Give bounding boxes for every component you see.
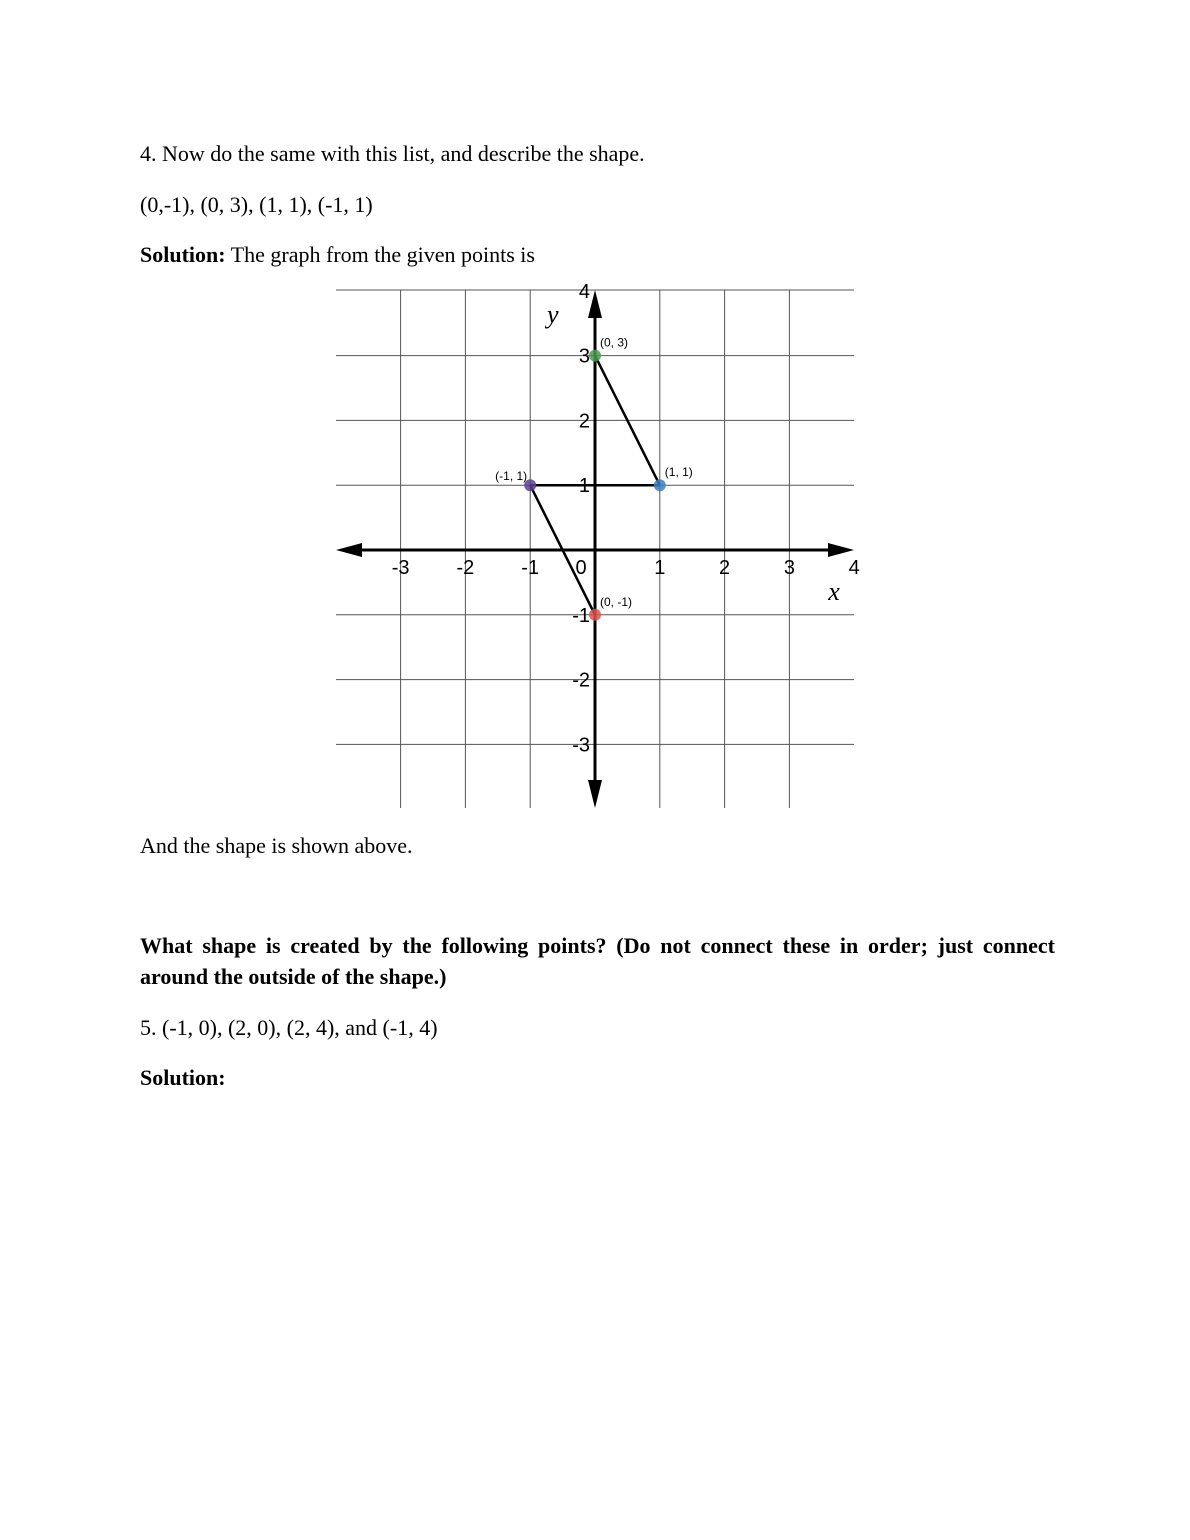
question-5-heading: What shape is created by the following points? (Do not connect these in order; just connect around the outside of the shape.) xyxy=(140,933,1055,989)
y-tick-label: -3 xyxy=(572,734,590,757)
axes xyxy=(336,290,854,808)
x-tick-label: 1 xyxy=(654,557,666,579)
data-point-marker xyxy=(589,609,601,621)
question-5-points: 5. (-1, 0), (2, 0), (2, 4), and (-1, 4) xyxy=(140,1015,438,1040)
data-point-marker xyxy=(589,350,601,362)
y-tick-label: 4 xyxy=(578,280,590,303)
y-tick-label: 3 xyxy=(578,345,590,368)
y-tick-label: -2 xyxy=(572,669,590,692)
y-tick-label: -1 xyxy=(572,604,590,627)
data-point-label: (1, 1) xyxy=(664,465,693,480)
x-tick-label: -3 xyxy=(391,557,410,579)
data-point-label: (0, -1) xyxy=(600,594,633,609)
x-axis-label: x xyxy=(828,577,840,606)
data-point-marker xyxy=(654,479,666,491)
question-5-solution xyxy=(140,1062,226,1093)
x-tick-label: 2 xyxy=(719,557,731,579)
y-tick-label: 2 xyxy=(578,410,590,433)
question-4-prompt: 4. Now do the same with this list, and describe the shape. xyxy=(140,141,645,166)
question-4-points: (0,-1), (0, 3), (1, 1), (-1, 1) xyxy=(140,192,373,217)
y-axis-arrow-up xyxy=(588,290,602,318)
solution-label: Solution: xyxy=(140,1065,226,1090)
y-tick-label: 1 xyxy=(578,475,590,498)
x-tick-label: -1 xyxy=(521,557,540,579)
x-tick-label: 0 xyxy=(575,557,587,579)
solution-label: Solution: xyxy=(140,242,226,267)
data-point-label: (0, 3) xyxy=(600,335,629,350)
question-4-solution xyxy=(140,239,535,270)
data-point-label: (-1, 1) xyxy=(495,469,528,484)
coordinate-graph xyxy=(334,280,860,811)
x-axis-arrow-left xyxy=(336,543,362,557)
y-axis-label: y xyxy=(547,300,559,330)
x-tick-label: 4 xyxy=(848,557,860,579)
solution-text: The graph from the given points is xyxy=(225,242,535,267)
x-tick-label: 3 xyxy=(783,557,795,579)
y-axis-arrow-down xyxy=(588,780,602,808)
x-tick-label: -2 xyxy=(456,557,475,579)
x-axis-arrow-right xyxy=(828,543,854,557)
shape-shown-text: And the shape is shown above. xyxy=(140,833,413,858)
